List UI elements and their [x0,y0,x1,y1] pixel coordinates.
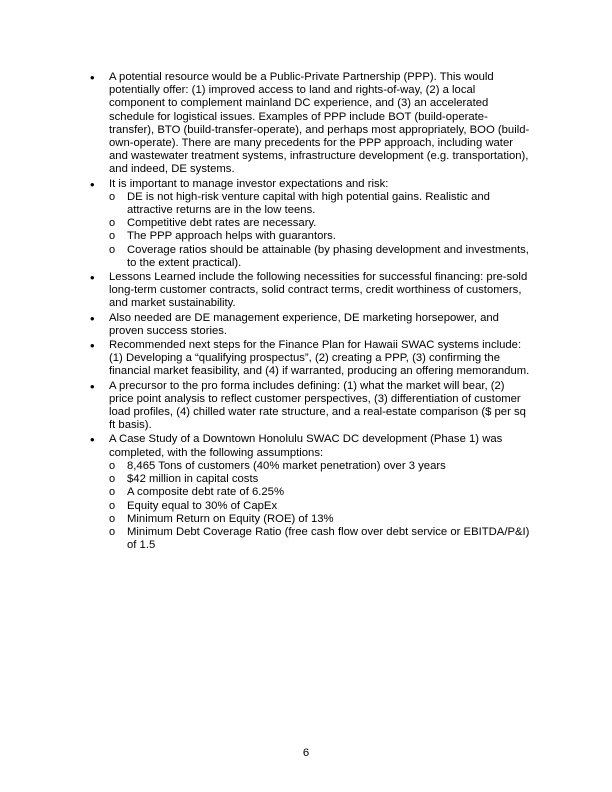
sub-list [109,460,530,552]
sub-item: o Coverage ratios should be attainable (by phasing development and investments, to the extent practical). [109,244,530,270]
sub-item: o Competitive debt rates are necessary. [109,217,530,230]
sub-item: o DE is not high-risk venture capital with high potential gains. Realistic and attractive returns are in the low teens. [109,191,530,217]
sub-item: o The PPP approach helps with guarantors. [109,230,530,243]
sub-list [109,191,530,270]
bullet-item [90,433,530,552]
bullet-item [90,312,530,338]
bullet-item [90,178,530,270]
bullet-text: A precursor to the pro forma includes defining: (1) what the market will bear, (2) price point analysis to reflect customer perspectives, (3) differentiation of customer load profiles, (4) chilled water rate structure, and a real-estate comparison ($ per sq ft basis). [109,379,526,432]
bullet-item [90,380,530,433]
sub-item: o Equity equal to 30% of CapEx [109,500,530,513]
sub-item: o Minimum Return on Equity (ROE) of 13% [109,513,530,526]
bullet-item [90,71,530,177]
sub-item: o A composite debt rate of 6.25% [109,486,530,499]
bullet-item [90,271,530,311]
bullet-text: Lessons Learned include the following necessities for successful financing: pre-sold long-term customer contracts, solid contract terms, credit worthiness of customers, and market sustainability. [109,271,528,310]
bullet-text: Also needed are DE management experience, DE marketing horsepower, and proven success stories. [109,311,499,337]
sub-item: o Minimum Debt Coverage Ratio (free cash flow over debt service or EBITDA/P&I) of 1.5 [109,526,530,552]
bullet-text: A potential resource would be a Public-Private Partnership (PPP). This would potentially offer: (1) improved access to land and rights-of-way, (2) a local component to complement mainland DC experience, and (3) an accelerated schedule for logistical issues. Examples of PPP include BOT (build-operate-transfer), BTO (build-transfer-operate), and perhaps most appropriately, BOO (build-own-operate). There are many precedents for the PPP approach, including water and wastewater treatment systems, infrastructure development (e.g. transportation), and indeed, DE systems. [109,71,530,176]
page-number: 6 [302,747,310,759]
bullet-list [90,71,530,552]
sub-item: o $42 million in capital costs [109,473,530,486]
document-body [90,71,530,553]
sub-item: o 8,465 Tons of customers (40% market penetration) over 3 years [109,460,530,473]
bullet-text: A Case Study of a Downtown Honolulu SWAC DC development (Phase 1) was completed, with the following assumptions: [109,433,503,459]
bullet-text: It is important to manage investor expectations and risk: [109,177,389,190]
bullet-item [90,339,530,379]
bullet-text: Recommended next steps for the Finance Plan for Hawaii SWAC systems include: (1) Developing a “qualifying prospectus”, (2) creating a PPP, (3) confirming the financial market feasibility, and (4) if warranted, producing an offering memorandum. [109,339,530,378]
